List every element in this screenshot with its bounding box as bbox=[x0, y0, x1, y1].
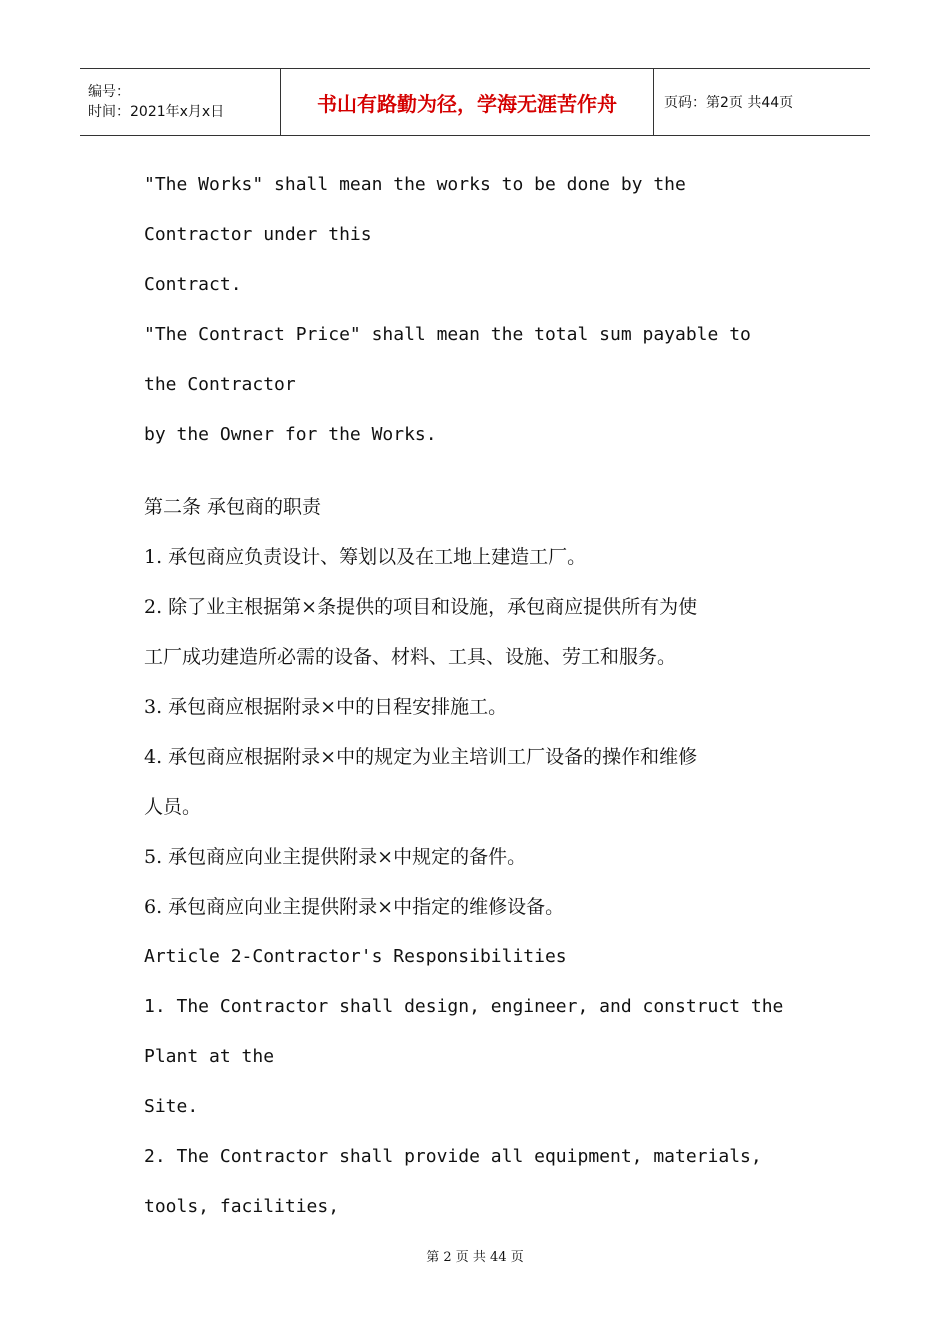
text-line: 4. 承包商应根据附录×中的规定为业主培训工厂设备的操作和维修 bbox=[144, 746, 698, 768]
article-title-english: Article 2-Contractor's Responsibilities bbox=[144, 946, 567, 967]
text-line: 工厂成功建造所必需的设备、材料、工具、设施、劳工和服务。 bbox=[144, 646, 677, 668]
text-line: the Contractor bbox=[144, 374, 296, 395]
header-right-cell bbox=[654, 69, 870, 135]
text-line: 人员。 bbox=[144, 796, 202, 818]
article-heading: 第二条 承包商的职责 bbox=[144, 496, 322, 518]
paragraph-gap bbox=[144, 460, 824, 482]
text-line: Site. bbox=[144, 1096, 199, 1117]
page-footer: 第 2 页 共 44 页 bbox=[426, 1250, 524, 1265]
text-line: 3. 承包商应根据附录×中的日程安排施工。 bbox=[144, 696, 508, 718]
text-line: Contractor under this bbox=[144, 224, 372, 245]
header-motto: 书山有路勤为径，学海无涯苦作舟 bbox=[317, 91, 617, 116]
text-line: Contract. bbox=[144, 274, 242, 295]
header-motto-cell bbox=[281, 69, 654, 135]
header-left-cell bbox=[80, 69, 281, 135]
time-label: 时间：2021年x月x日 bbox=[88, 104, 225, 120]
text-line: by the Owner for the Works. bbox=[144, 424, 437, 445]
text-line: 1. 承包商应负责设计、筹划以及在工地上建造工厂。 bbox=[144, 546, 587, 568]
text-line: tools, facilities, bbox=[144, 1196, 340, 1217]
page-header bbox=[80, 68, 870, 136]
document-body bbox=[144, 160, 824, 1232]
header-page-info: 页码：第2页 共44页 bbox=[664, 95, 794, 111]
text-line: "The Contract Price" shall mean the total sum payable to bbox=[144, 324, 751, 345]
text-line: 1. The Contractor shall design, engineer, and construct the bbox=[144, 996, 784, 1017]
text-line: "The Works" shall mean the works to be done by the bbox=[144, 174, 686, 195]
text-line: Plant at the bbox=[144, 1046, 275, 1067]
serial-label: 编号： bbox=[88, 84, 130, 100]
text-line: 2. 除了业主根据第×条提供的项目和设施，承包商应提供所有为使 bbox=[144, 596, 698, 618]
text-line: 5. 承包商应向业主提供附录×中规定的备件。 bbox=[144, 846, 527, 868]
text-line: 6. 承包商应向业主提供附录×中指定的维修设备。 bbox=[144, 896, 565, 918]
text-line: 2. The Contractor shall provide all equipment, materials, bbox=[144, 1146, 762, 1167]
